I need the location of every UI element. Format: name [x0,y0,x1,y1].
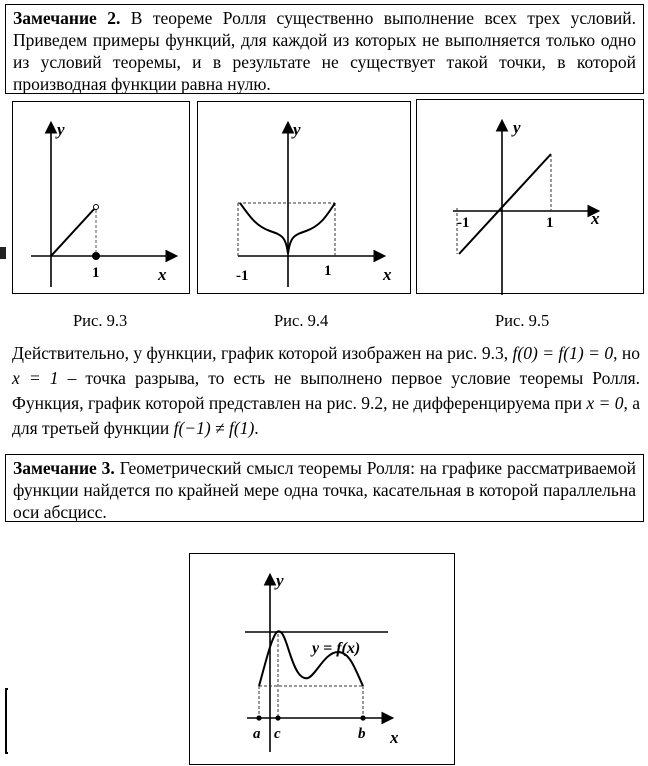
page-edge-bracket [5,688,7,754]
para-text-2: , но [613,343,641,363]
curve-label: y = f(x) [312,640,361,657]
point-b-label: b [358,726,366,742]
tick-1: 1 [324,263,332,279]
rolle-graph [190,554,456,766]
x-axis-label: x [591,209,600,228]
figure-9-5 [416,99,644,294]
formula-x-eq-0: x = 0 [586,393,624,413]
rolle-theorem-figure [189,553,455,765]
explanation-paragraph [12,341,640,441]
x-axis-label: x [390,728,399,747]
para-text-1: Действительно, у функции, график которой изображен на рис. 9.3, [12,343,513,363]
point-a-label: a [253,726,261,742]
figure-9-3 [12,101,190,294]
remark-2-box [5,4,644,94]
caption-fig-9-3: Рис. 9.3 [73,311,128,330]
point-c-label: c [274,726,281,742]
caption-fig-9-4: Рис. 9.4 [274,311,329,330]
remark-2-title: Замечание 2. [13,8,121,28]
figure-9-4-graph [198,102,412,295]
remark-2-text: В теореме Ролля существенно выполнение всех трех условий. Приведем примеры функций, для каждой из которых не выполняется только одно из условий теоремы, и в результате не существует такой точки, в которой производная функции равна нулю. [13,8,636,94]
figure-9-4 [197,101,411,294]
x-axis-label: x [158,265,167,284]
x-axis-label: x [383,265,392,284]
figure-9-3-graph [13,102,191,295]
tick-minus-1: -1 [236,268,249,284]
formula-x-eq-1: x = 1 [12,368,59,388]
remark-3-box [5,454,644,522]
para-text-3: – точка разрыва, то есть не выполнено первое условие теоремы Ролля. Функция, график которой представлен на рис. 9.2, не дифференцируема при [12,368,640,413]
figure-9-5-graph [417,100,645,295]
remark-3-text: Геометрический смысл теоремы Ролля: на графике рассматриваемой функции найдется по крайней мере одна точка, касательная в которой параллельна оси абсцисс. [13,458,636,522]
tick-1: 1 [546,215,554,231]
para-text-4: , а для третьей функции [12,393,640,438]
para-text-5: . [254,418,259,438]
y-axis-label: y [293,120,301,139]
tick-1: 1 [92,265,100,281]
page-edge-marker [0,247,6,259]
y-axis-label: y [57,120,65,139]
y-axis-label: y [276,571,284,590]
formula-f0-eq-f1: f(0) = f(1) = 0 [512,343,614,363]
caption-fig-9-5: Рис. 9.5 [495,311,550,330]
y-axis-label: y [513,118,521,137]
remark-3-title: Замечание 3. [13,458,115,478]
formula-f-neq: f(−1) ≠ f(1) [173,418,255,438]
tick-minus-1: -1 [457,215,470,231]
